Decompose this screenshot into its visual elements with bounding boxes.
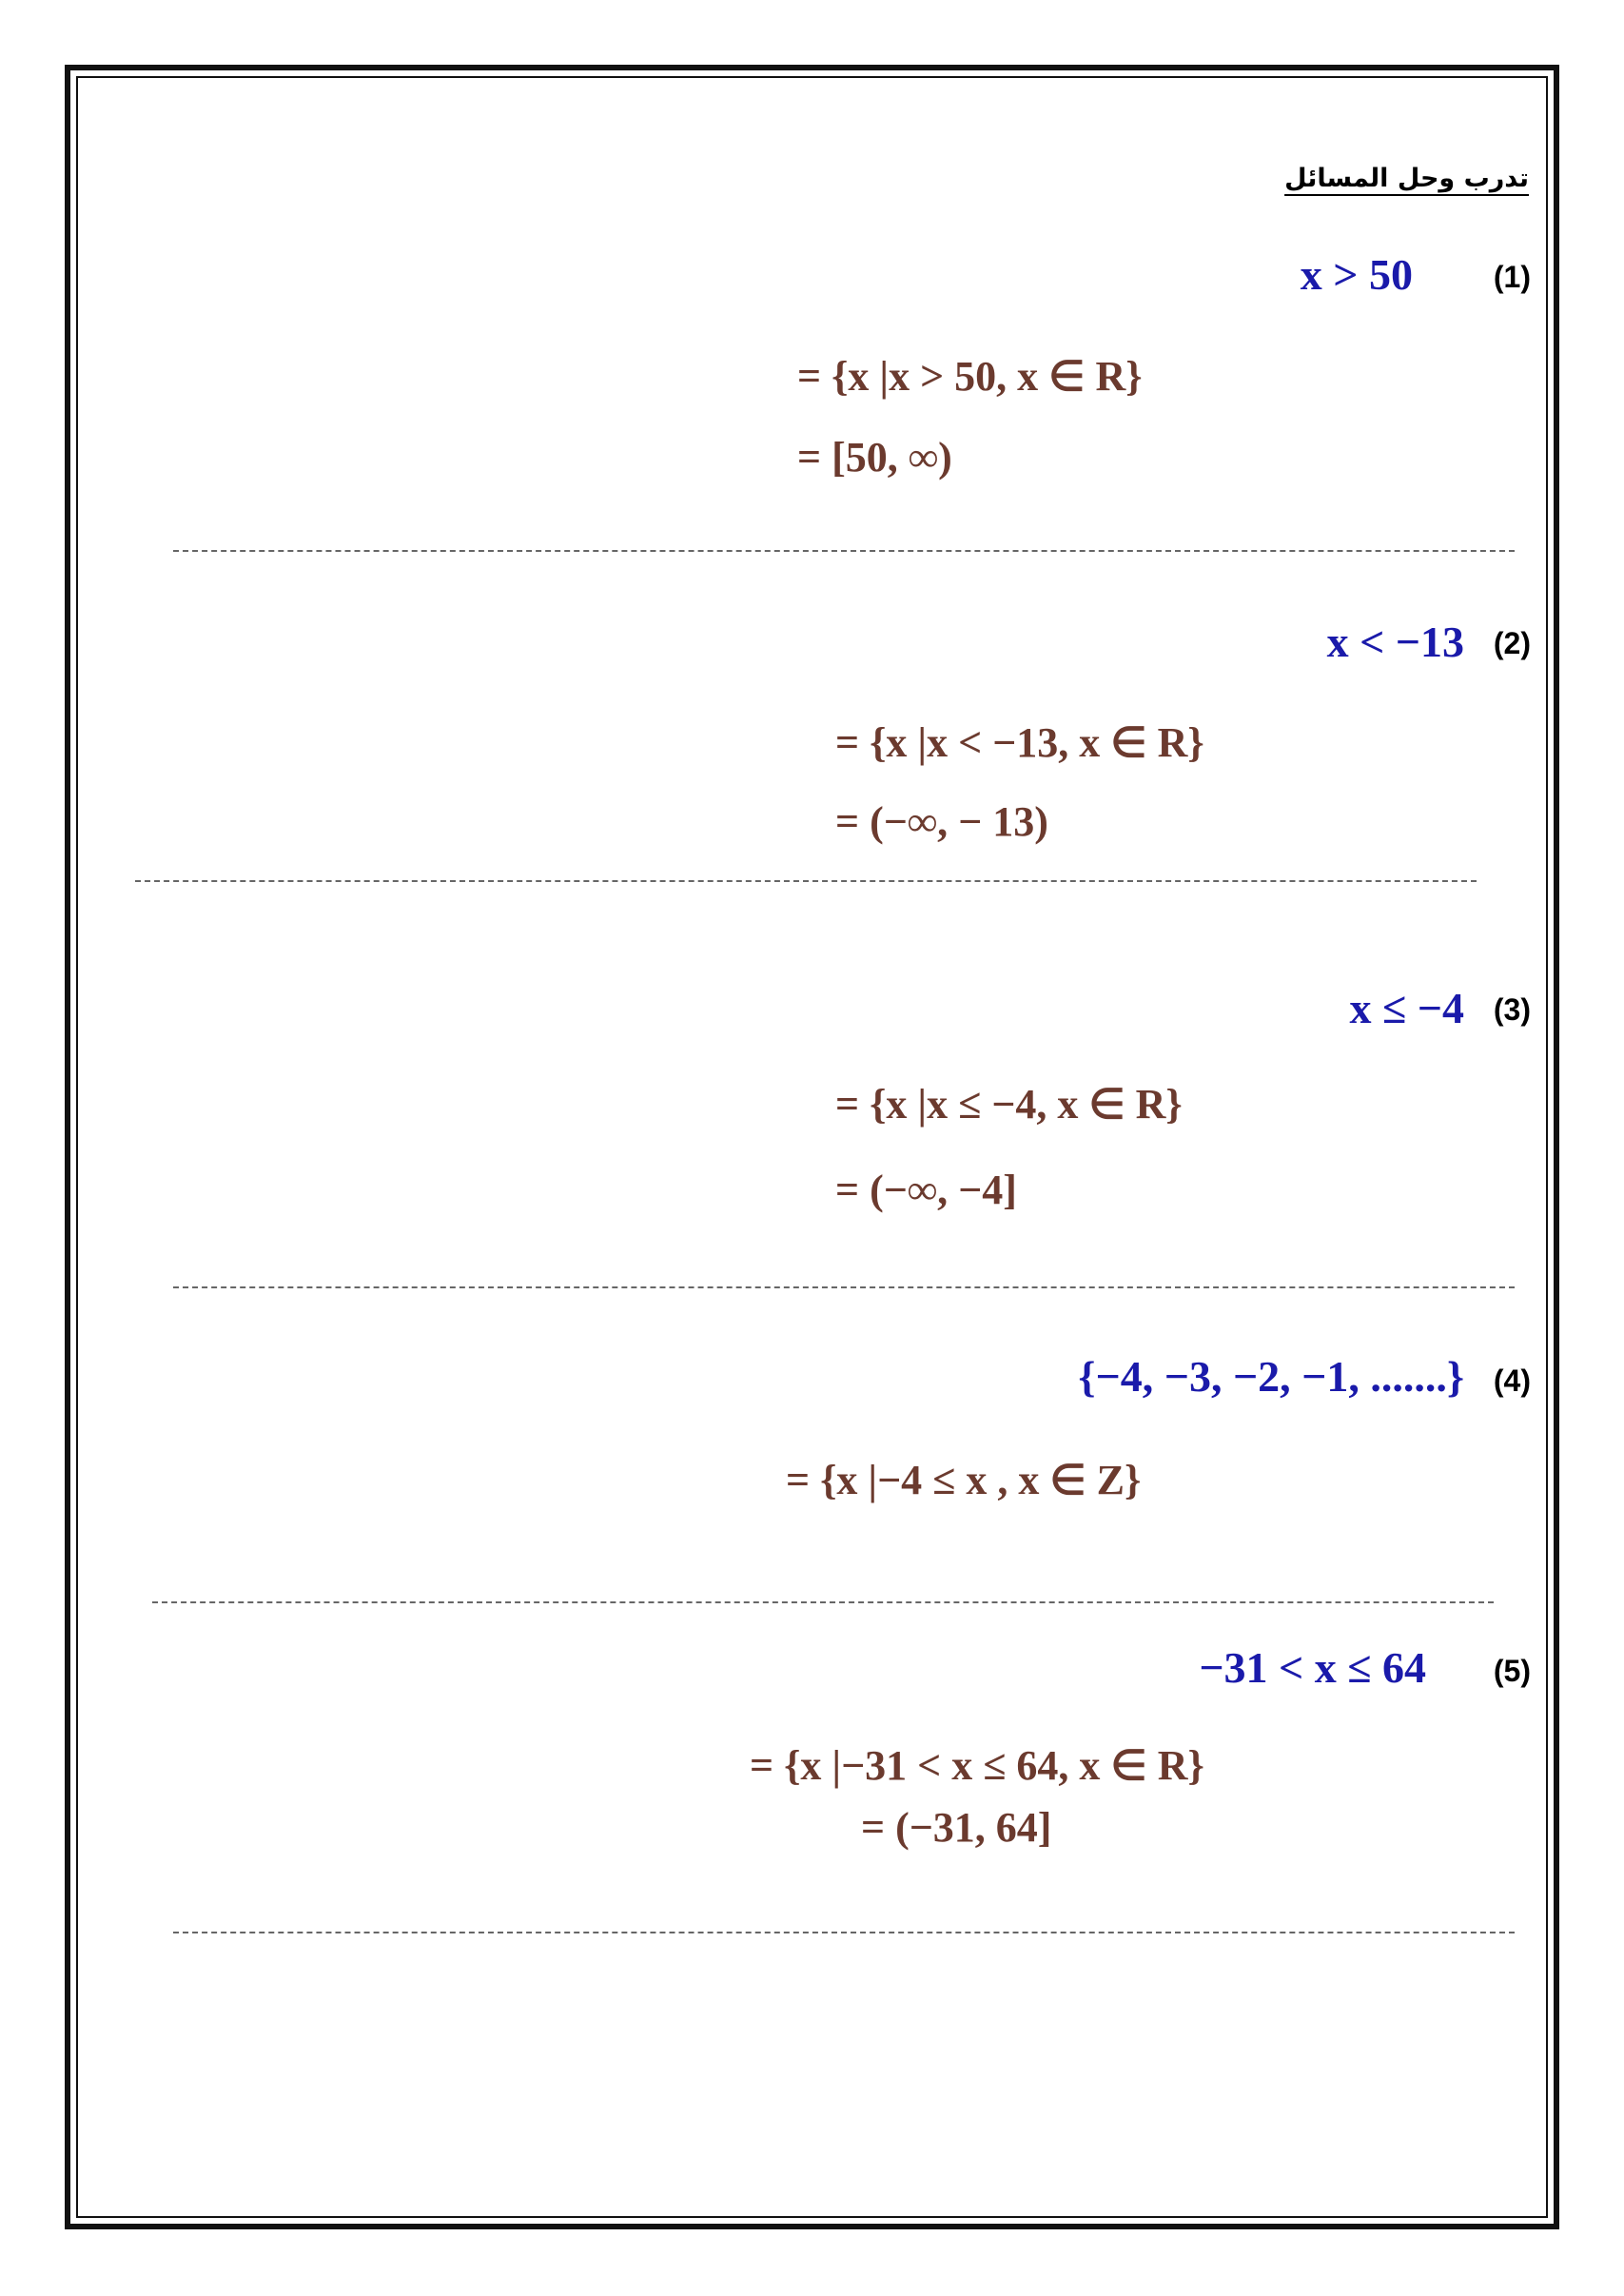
- problem-5-number: (5): [1493, 1654, 1531, 1688]
- separator-2: [135, 880, 1477, 882]
- problem-2-answer-1: = {x |x < −13, x ∈ R}: [835, 719, 1204, 766]
- problem-3-answer-1: = {x |x ≤ −4, x ∈ R}: [835, 1081, 1183, 1128]
- problem-5-answer-1: = {x |−31 < x ≤ 64, x ∈ R}: [750, 1742, 1204, 1789]
- problem-2-question: x < −13: [1326, 618, 1464, 666]
- problem-3-answer-2: = (−∞, −4]: [835, 1167, 1017, 1213]
- problem-2-answer-2: = (−∞, − 13): [835, 798, 1048, 845]
- section-heading: تدرب وحل المسائل: [1284, 164, 1529, 193]
- separator-5: [173, 1932, 1515, 1933]
- problem-4-question: {−4, −3, −2, −1, .......}: [1078, 1352, 1464, 1401]
- problem-2-number: (2): [1493, 626, 1531, 660]
- problem-5-question: −31 < x ≤ 64: [1199, 1643, 1426, 1692]
- problem-1-answer-2: = [50, ∞): [797, 434, 952, 481]
- separator-3: [173, 1286, 1515, 1288]
- separator-1: [173, 550, 1515, 552]
- problem-3-number: (3): [1493, 992, 1531, 1027]
- separator-4: [152, 1601, 1494, 1603]
- problem-4-number: (4): [1493, 1364, 1531, 1398]
- problem-4-answer-1: = {x |−4 ≤ x , x ∈ Z}: [786, 1457, 1142, 1503]
- problem-1-question: x > 50: [1300, 250, 1413, 299]
- problem-1-answer-1: = {x |x > 50, x ∈ R}: [797, 353, 1143, 400]
- problem-1-number: (1): [1493, 260, 1531, 294]
- problem-5-answer-2: = (−31, 64]: [861, 1804, 1052, 1851]
- problem-3-question: x ≤ −4: [1349, 984, 1464, 1032]
